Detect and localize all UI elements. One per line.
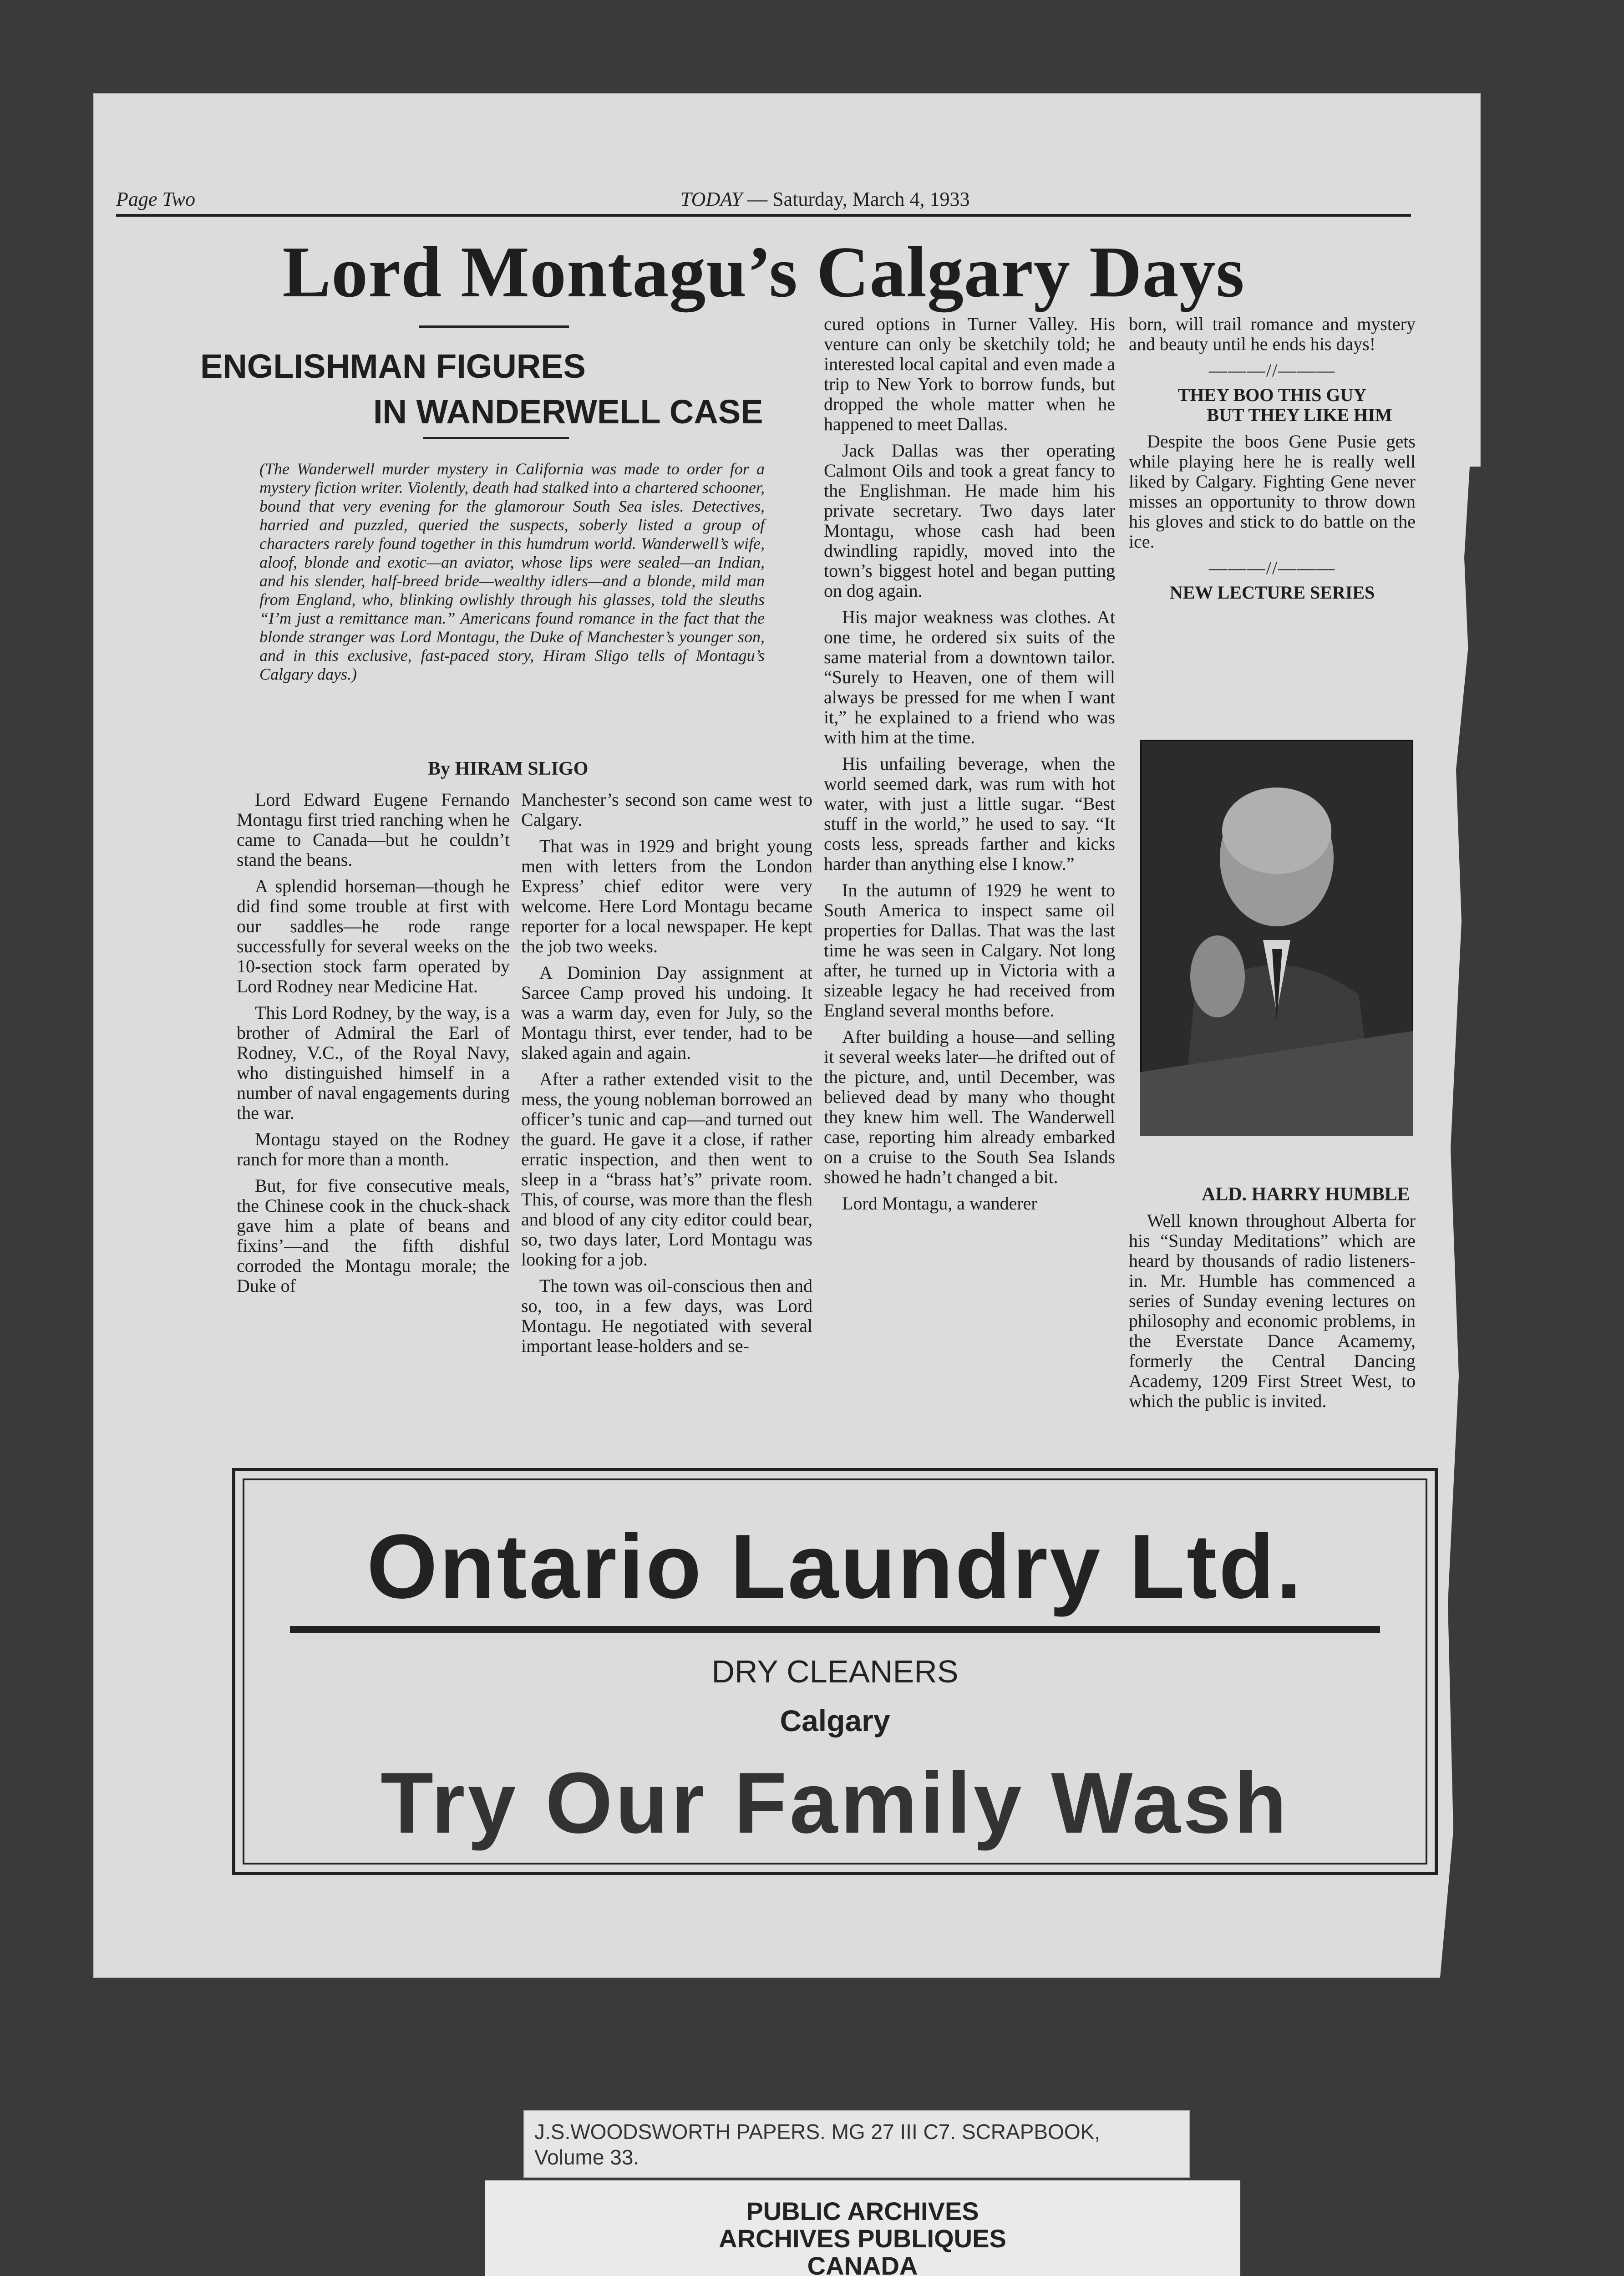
intro-paragraph: (The Wanderwell murder mystery in California was made to order for a mystery fiction writer. Violently, death had stalked into a chartered schooner, bound that very evening for the glamorour South Sea isles. Detectives, harried and puzzled, queried the suspects, soberly listed a group of characters rarely found together in this humdrum world. Wanderwell’s wife, aloof, blonde and exotic—an aviator, whose lips were sealed—an Indian, and his slender, half-breed bride—wealthy idlers—and a blonde, mild man from England, who, blinking owlishly through his glasses, told the sleuths “I’m just a remittance man.” Americans found romance in the fact that the blonde stranger was Lord Montagu, the Duke of Manchester’s younger son, and in this exclusive, fast-paced story, Hiram Sligo tells of Montagu’s Calgary days.) — [259, 460, 765, 683]
paragraph: cured options in Turner Valley. His venture can only be sketchily told; he interested local capital and even made a trip to New York to borrow funds, but dropped the whole matter when he happened to meet Dallas. — [824, 314, 1115, 434]
paragraph: After building a house—and selling it several weeks later—he drifted out of the picture, and, until December, was believed dead by many who thought they knew him well. The Wanderwell case, reporting him already embarked on a cruise to the South Sea Islands showed he hadn’t changed a bit. — [824, 1026, 1115, 1187]
archive-stamp-line-3: CANADA — [807, 2251, 918, 2276]
paragraph: That was in 1929 and bright young men with letters from the London Express’ chief editor were very welcome. Here Lord Montagu became reporter for a local newspaper. He kept the job two weeks. — [521, 836, 812, 956]
divider — [419, 325, 569, 328]
sidebar-headline-line-1: THEY BOO THIS GUY — [1177, 385, 1367, 405]
archive-stamp — [485, 2180, 1240, 2276]
paragraph: A Dominion Day assignment at Sarcee Camp proved his undoing. It was a warm day, even for July, so the Montagu thirst, ever tender, had to be slaked again and again. — [521, 962, 812, 1063]
ad-line-2: Calgary — [780, 1704, 890, 1737]
paragraph: The town was oil-conscious then and so, too, in a few days, was Lord Montagu. He negotiated with several important lease-holders and se- — [521, 1275, 812, 1356]
paragraph: His major weakness was clothes. At one time, he ordered six suits of the same material from a downtown tailor. “Surely to Heaven, one of them will always be pressed for me when I want it,” he explained to a friend who was with him at the time. — [824, 607, 1115, 747]
paragraph: Lord Edward Eugene Fernando Montagu first tried ranching when he came to Canada—but he couldn’t stand the beans. — [237, 789, 510, 870]
sidebar-headline-line-2: BUT THEY LIKE HIM — [1207, 405, 1392, 425]
page-label: Page Two — [116, 188, 195, 210]
paragraph: This Lord Rodney, by the way, is a brother of Admiral the Earl of Rodney, V.C., of the Royal Navy, who distinguished himself in a number of naval engagements during the war. — [237, 1002, 510, 1123]
dateline-date: — Saturday, March 4, 1933 — [742, 188, 970, 210]
archive-reference-line-2: Volume 33. — [534, 2145, 639, 2169]
article-column-4 — [1129, 314, 1416, 609]
ad-slogan: Try Our Family Wash — [381, 1755, 1289, 1851]
subhead — [200, 344, 819, 435]
paragraph: A splendid horseman—though he did find some trouble at first with our saddles—he rode range successfully for several weeks on the 10-section stock farm operated by Lord Rodney near Medicine Hat. — [237, 876, 510, 996]
subhead-line-2: IN WANDERWELL CASE — [373, 393, 763, 431]
archive-stamp-line-1: PUBLIC ARCHIVES — [746, 2197, 979, 2225]
ad-company-name: Ontario Laundry Ltd. — [366, 1516, 1304, 1617]
advertisement — [232, 1468, 1438, 1875]
lecture-paragraph — [1129, 1211, 1416, 1417]
paragraph: Well known throughout Alberta for his “Sunday Meditations” which are heard by thousands of radio listeners-in. Mr. Humble has commenced a series of Sunday evening lectures on philosophy and economic problems, in the Everstate Dance Acamemy, formerly the Central Dancing Academy, 1209 First Street West, to which the public is invited. — [1129, 1210, 1416, 1411]
divider — [423, 437, 569, 439]
paragraph: Lord Montagu, a wanderer — [842, 1193, 1037, 1214]
photo-caption: ALD. HARRY HUMBLE — [1202, 1184, 1410, 1205]
paragraph: born, will trail romance and mystery and beauty until he ends his days! — [1129, 314, 1416, 354]
dateline — [680, 188, 970, 211]
archive-reference-line-1: J.S.WOODSWORTH PAPERS. MG 27 III C7. SCRAPBOOK, — [534, 2120, 1101, 2144]
publication-name: TODAY — [680, 188, 743, 210]
subhead-line-1: ENGLISHMAN FIGURES — [200, 347, 586, 385]
paragraph: Despite the boos Gene Pusie gets while playing here he is really well liked by Calgary. Fighting Gene never misses an opportunity to throw down his gloves and stick to do battle on the ice. — [1129, 431, 1416, 552]
sidebar-headline: NEW LECTURE SERIES — [1169, 582, 1375, 603]
portrait-image — [1140, 740, 1413, 1136]
paragraph: But, for five consecutive meals, the Chinese cook in the chuck-shack gave him a plate of beans and fixins’—and the fifth dishful corroded the Montagu morale; the Duke of — [237, 1175, 510, 1296]
archive-stamp-line-2: ARCHIVES PUBLIQUES — [719, 2224, 1006, 2253]
separator: ———//——— — [1208, 360, 1336, 381]
ad-line-1: DRY CLEANERS — [711, 1654, 959, 1689]
archive-reference-label — [523, 2110, 1190, 2178]
advertisement-inner-border — [243, 1478, 1427, 1864]
ad-rule — [290, 1626, 1380, 1633]
page-header — [116, 188, 1411, 217]
paragraph: Jack Dallas was ther operating Calmont Oils and took a great fancy to the Englishman. He made him his private secretary. Two days later Montagu, whose cash had been dwindling rapidly, moved into the town’s biggest hotel and began putting on dog again. — [824, 440, 1115, 601]
portrait-photo — [1140, 740, 1413, 1136]
article-column-1 — [237, 790, 510, 1302]
article-column-2 — [521, 790, 812, 1362]
byline: By HIRAM SLIGO — [428, 758, 589, 779]
paragraph: After a rather extended visit to the mess, the young nobleman borrowed an officer’s tunic and cap—and turned out the guard. He gave it a close, if rather erratic inspection, and then went to sleep in a “brass hat’s” private room. This, of course, was more than the flesh and blood of any city editor could bear, so, two days later, Lord Montagu was looking for a job. — [521, 1069, 812, 1270]
sidebar-headline — [1129, 385, 1416, 425]
torn-edge — [1440, 467, 1494, 1982]
paragraph: In the autumn of 1929 he went to South America to inspect same oil properties for Dallas. That was the last time he was seen in Calgary. Not long after, he turned up in Victoria with a sizeable legacy he had received from England several months before. — [824, 880, 1115, 1021]
headline: Lord Montagu’s Calgary Days — [282, 231, 1245, 312]
paragraph: Montagu stayed on the Rodney ranch for more than a month. — [237, 1129, 510, 1169]
paragraph: Manchester’s second son came west to Calgary. — [521, 789, 812, 830]
separator: ———//——— — [1208, 558, 1336, 578]
paragraph: His unfailing beverage, when the world seemed dark, was rum with hot water, with just a little sugar. “Best stuff in the world,” he used to say. “It costs less, spreads farther and kicks harder than anything else I know.” — [824, 753, 1115, 874]
article-column-3 — [824, 314, 1115, 1220]
